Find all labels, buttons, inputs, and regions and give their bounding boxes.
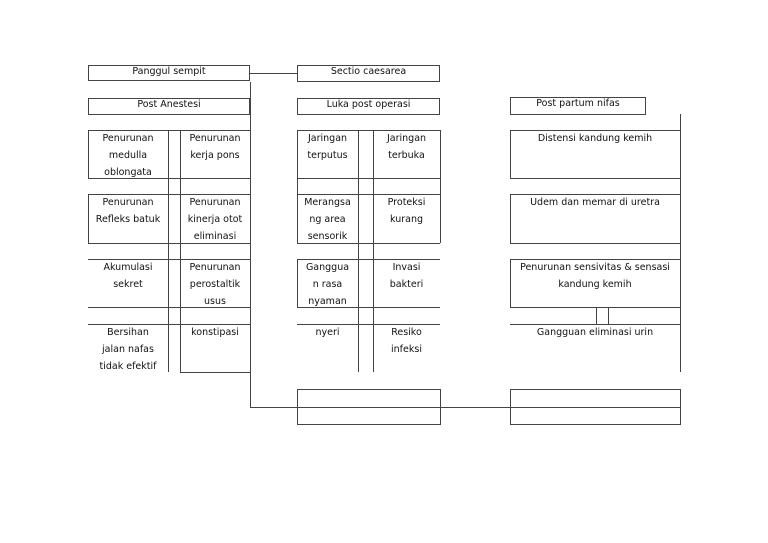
- node-invasi-bakteri: Invasi bakteri: [389, 262, 424, 290]
- node-penurunan-kinerja-otot: Penurunan kinerja otot eliminasi: [187, 197, 243, 242]
- column-line: [168, 130, 169, 372]
- node-label: Luka post operasi: [326, 99, 411, 110]
- node-post-anestesi: [88, 98, 250, 115]
- column-line: [596, 307, 597, 324]
- node-akumulasi-sekret: Akumulasi sekret: [103, 262, 153, 290]
- row-line: [297, 178, 440, 179]
- node-distensi-kandung-kemih: Distensi kandung kemih: [537, 133, 653, 144]
- column-line: [440, 389, 441, 425]
- node-gangguan-rasa-nyaman: Ganggua n rasa nyaman: [305, 262, 350, 307]
- row-line: [510, 424, 680, 425]
- node-label: Post partum nifas: [536, 98, 620, 109]
- row-line: [510, 178, 680, 179]
- node-label: Panggul sempit: [132, 66, 206, 77]
- node-bersihan-jalan-nafas: Bersihan jalan nafas tidak efektif: [99, 327, 157, 372]
- row-line: [510, 243, 680, 244]
- connector-line: [680, 389, 681, 425]
- column-line: [297, 389, 298, 425]
- node-penurunan-sensivitas: Penurunan sensivitas & sensasi kandung kemih: [520, 262, 670, 290]
- node-label: Post Anestesi: [137, 99, 201, 110]
- node-jaringan-terputus: Jaringan terputus: [307, 133, 348, 161]
- node-resiko-infeksi: Resiko infeksi: [391, 327, 422, 355]
- node-luka-post-operasi: [297, 98, 440, 115]
- node-jaringan-terbuka: Jaringan terbuka: [386, 133, 427, 161]
- node-merangsang-area-sensorik: Merangsa ng area sensorik: [304, 197, 351, 242]
- node-penurunan-medulla-oblongata: Penurunan medulla oblongata: [102, 133, 154, 178]
- column-line: [608, 307, 609, 324]
- node-udem-memar-uretra: Udem dan memar di uretra: [530, 197, 660, 208]
- row-line: [510, 389, 680, 390]
- row-line: [510, 307, 680, 308]
- node-post-partum-nifas: [510, 97, 646, 115]
- node-sectio-caesarea: [297, 65, 440, 82]
- node-penurunan-refleks-batuk: Penurunan Refleks batuk: [95, 197, 161, 225]
- node-penurunan-perostaltik: Penurunan perostaltik usus: [189, 262, 241, 307]
- node-gangguan-eliminasi-urin: Gangguan eliminasi urin: [536, 327, 654, 338]
- connector-line: [250, 407, 680, 408]
- row-line: [297, 389, 440, 390]
- row-line: [297, 424, 440, 425]
- row-line: [180, 372, 250, 373]
- node-panggul-sempit: [88, 65, 250, 81]
- node-penurunan-kerja-pons: Penurunan kerja pons: [189, 133, 241, 161]
- column-line: [358, 130, 359, 372]
- node-konstipasi: konstipasi: [191, 327, 239, 338]
- column-line: [440, 130, 441, 243]
- node-label: Sectio caesarea: [330, 66, 407, 77]
- connector-line: [680, 114, 681, 372]
- node-nyeri: nyeri: [315, 327, 340, 338]
- connector-line: [250, 73, 297, 74]
- connector-line: [250, 82, 251, 408]
- node-proteksi-kurang: Proteksi kurang: [387, 197, 426, 225]
- column-line: [510, 389, 511, 425]
